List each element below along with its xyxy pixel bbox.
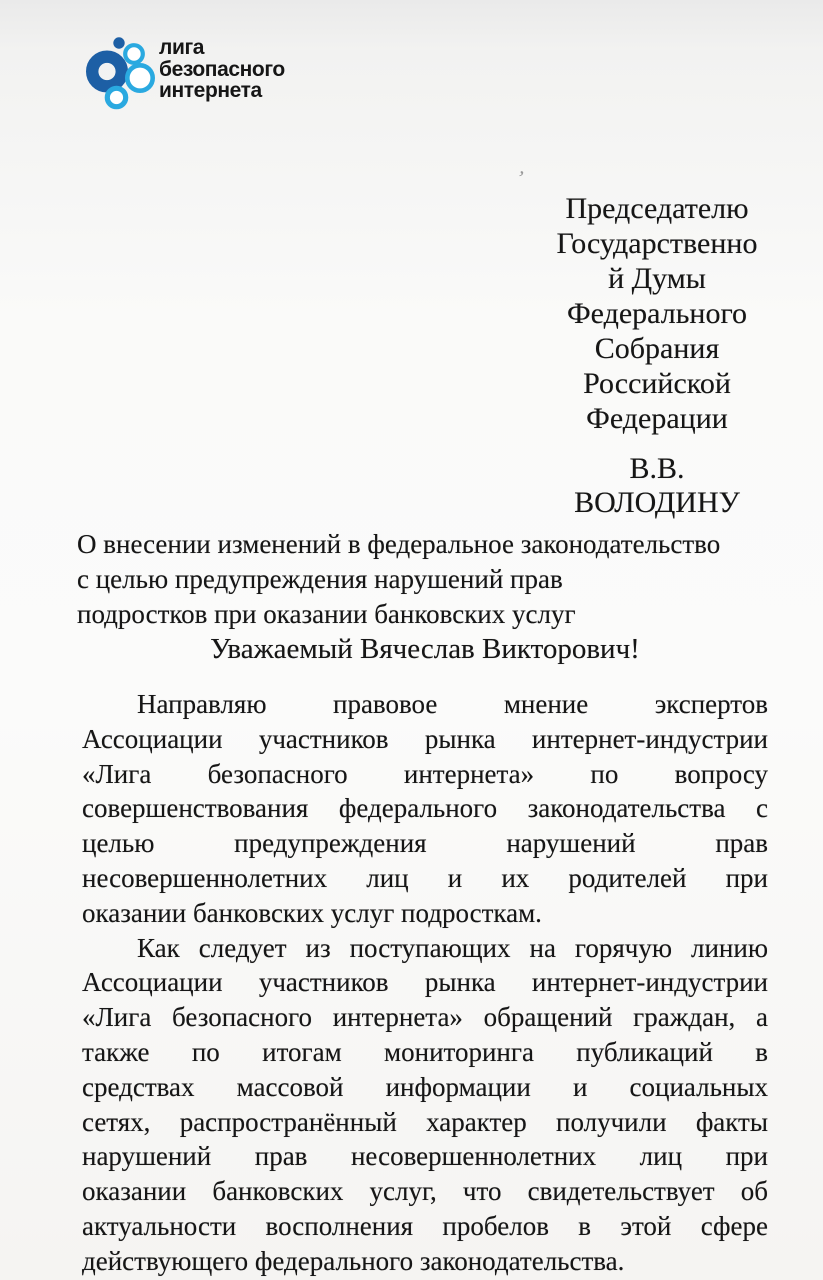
logo-circles-icon (80, 30, 170, 118)
subject-block (77, 527, 757, 632)
body-line: нарушений прав несовершеннолетних лиц при (82, 1141, 768, 1172)
body-line: средствах массовой информации и социальных (82, 1071, 768, 1102)
logo-wordmark (159, 37, 285, 102)
body-line: сетях, распространённый характер получили факты (82, 1106, 768, 1137)
logo-word-line: лига (159, 36, 205, 59)
recipient-line: й Думы (608, 262, 706, 295)
recipient-line: Федерации (586, 402, 728, 435)
body-line: Направляю правовое мнение экспертов (137, 689, 768, 719)
subject-line: подростков при оказании банковских услуг (77, 599, 576, 629)
recipient-line: Собрания (594, 332, 720, 365)
recipient-line: Председателю (565, 192, 749, 225)
body-line: оказании банковских услуг подросткам. (82, 897, 542, 928)
recipient-line: Российской (583, 367, 731, 400)
body-line: «Лига безопасного интернета» обращений граждан, а (82, 1002, 768, 1033)
subject-line: с целью предупреждения нарушений прав (77, 564, 563, 594)
salutation: Уважаемый Вячеслав Викторович! (210, 633, 640, 665)
letter-body (82, 687, 768, 1279)
body-line: Ассоциации участников рынка интернет-индустрии (82, 967, 768, 998)
recipient-line: Федерального (566, 297, 748, 330)
body-line: «Лига безопасного интернета» по вопросу (82, 758, 768, 789)
recipient-initials: В.В. (629, 452, 685, 485)
logo-word-line: интернета (159, 79, 262, 102)
recipient-line: Государственно (556, 227, 758, 260)
body-line: несовершеннолетних лиц и их родителей при (82, 862, 768, 893)
scan-artifact-mark: ’ (514, 165, 527, 191)
body-line: действующего федерального законодательства. (82, 1245, 625, 1276)
body-line: совершенствования федерального законодательства с (82, 793, 768, 824)
body-line: Ассоциации участников рынка интернет-индустрии (82, 723, 768, 754)
body-line: оказании банковских услуг, что свидетельствует об (82, 1176, 768, 1207)
recipient-surname: ВОЛОДИНУ (574, 486, 740, 519)
body-line: целью предупреждения нарушений прав (82, 828, 768, 859)
body-line: актуальности восполнения пробелов в этой сфере (82, 1210, 768, 1241)
recipient-name-block (522, 452, 792, 520)
safe-internet-league-logo (80, 28, 310, 118)
body-line: Как следует из поступающих на горячую линию (137, 932, 768, 963)
recipient-block (522, 191, 792, 436)
body-line: также по итогам мониторинга публикаций в (82, 1036, 768, 1067)
subject-line: О внесении изменений в федеральное законодательство (77, 529, 721, 559)
logo-word-line: безопасного (159, 57, 285, 81)
